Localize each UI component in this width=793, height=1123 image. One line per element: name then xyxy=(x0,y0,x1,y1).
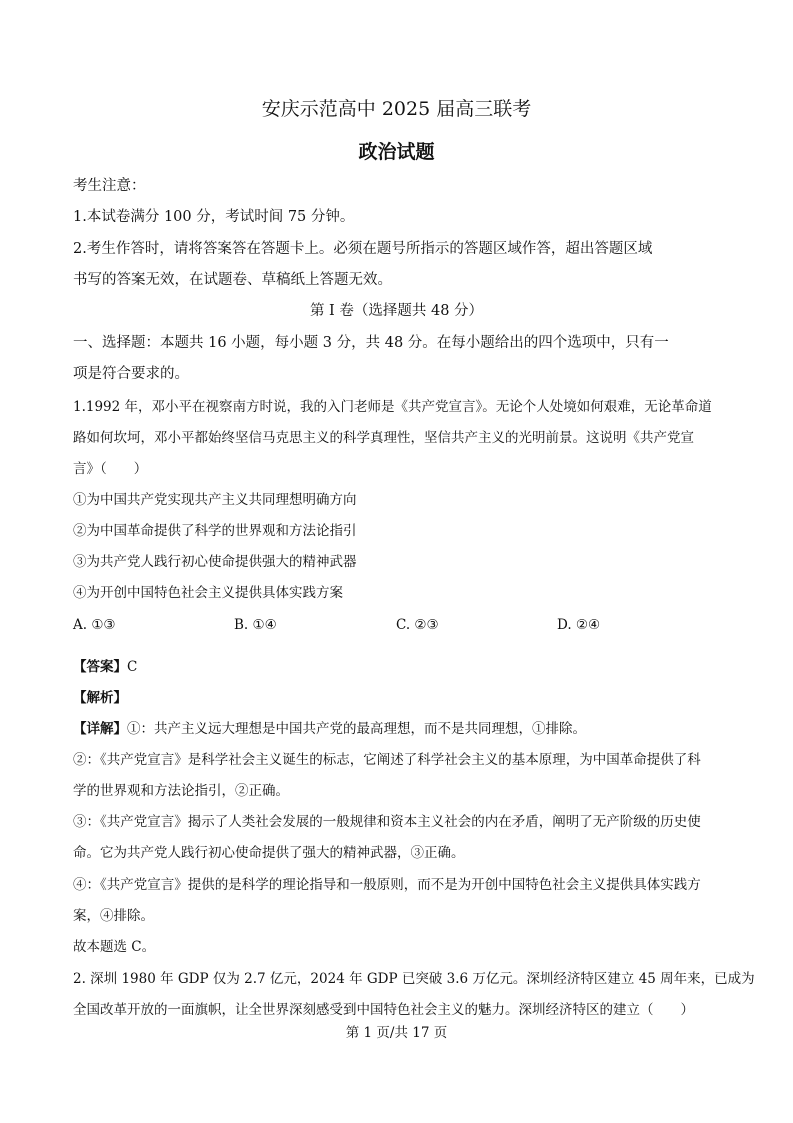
q1-detail-4-line-1: ④：《共产党宣言》提供的是科学的理论指导和一般原则，而不是为开创中国特色社会主义提供具体实践方 xyxy=(73,877,701,893)
page-footer: 第 1 页/共 17 页 xyxy=(345,1025,448,1041)
q1-option-d: D. ②④ xyxy=(557,617,601,633)
q1-detail-1 xyxy=(73,720,586,738)
detail-text: ①：共产主义远大理想是中国共产党的最高理想，而不是共同理想，①排除。 xyxy=(127,721,586,737)
q1-option-a: A. ①③ xyxy=(73,617,116,633)
document-subtitle: 政治试题 xyxy=(358,141,435,163)
answer-label: 【答案】 xyxy=(73,659,127,675)
q1-statement-1: ①为中国共产党实现共产主义共同理想明确方向 xyxy=(73,492,357,508)
document-title: 安庆示范高中 2025 届高三联考 xyxy=(261,98,532,120)
answer-value: C xyxy=(127,659,138,675)
detail-label: 【详解】 xyxy=(73,721,127,737)
q1-conclusion: 故本题选 C。 xyxy=(73,939,156,955)
q2-stem-line-1: 2. 深圳 1980 年 GDP 仅为 2.7 亿元，2024 年 GDP 已突破 3.6 万亿元。深圳经济特区建立 45 周年来，已成为 xyxy=(73,971,755,987)
q1-answer xyxy=(73,658,137,676)
q1-detail-3-line-2: 命。它为共产党人践行初心使命提供了强大的精神武器，③正确。 xyxy=(73,845,465,861)
q1-statement-4: ④为开创中国特色社会主义提供具体实践方案 xyxy=(73,585,343,601)
q1-detail-2-line-1: ②：《共产党宣言》是科学社会主义诞生的标志，它阐述了科学社会主义的基本原理，为中国革命提供了科 xyxy=(73,752,701,768)
notice-item-2-line-2: 书写的答案无效，在试题卷、草稿纸上答题无效。 xyxy=(73,272,392,288)
notice-heading: 考生注意： xyxy=(73,178,146,194)
section-title: 第 I 卷（选择题共 48 分） xyxy=(309,303,484,319)
section-intro-line-2: 项是符合要求的。 xyxy=(73,366,189,382)
q1-statement-3: ③为共产党人践行初心使命提供强大的精神武器 xyxy=(73,554,357,570)
q1-detail-4-line-2: 案，④排除。 xyxy=(73,908,154,924)
q1-option-c: C. ②③ xyxy=(396,617,439,633)
q2-stem-line-2: 全国改革开放的一面旗帜，让全世界深刻感受到中国特色社会主义的魅力。深圳经济特区的建立（ ） xyxy=(73,1002,694,1018)
q1-stem-line-3: 言》（ ） xyxy=(73,461,148,477)
q1-analysis-label: 【解析】 xyxy=(73,690,127,706)
section-intro-line-1: 一、选择题：本题共 16 小题，每小题 3 分，共 48 分。在每小题给出的四个选项中，只有一 xyxy=(73,335,669,351)
q1-statement-2: ②为中国革命提供了科学的世界观和方法论指引 xyxy=(73,523,357,539)
notice-item-1: 1.本试卷满分 100 分，考试时间 75 分钟。 xyxy=(73,209,355,225)
q1-stem-line-1: 1.1992 年，邓小平在视察南方时说，我的入门老师是《共产党宣言》。无论个人处境如何艰难，无论革命道 xyxy=(73,399,712,415)
q1-stem-line-2: 路如何坎坷，邓小平都始终坚信马克思主义的科学真理性，坚信共产主义的光明前景。这说明《共产党宣 xyxy=(73,430,694,446)
notice-item-2-line-1: 2.考生作答时，请将答案答在答题卡上。必须在题号所指示的答题区域作答，超出答题区域 xyxy=(73,241,653,257)
q1-detail-3-line-1: ③：《共产党宣言》揭示了人类社会发展的一般规律和资本主义社会的内在矛盾，阐明了无产阶级的历史使 xyxy=(73,814,701,830)
q1-detail-2-line-2: 学的世界观和方法论指引，②正确。 xyxy=(73,783,289,799)
q1-option-b: B. ①④ xyxy=(234,617,277,633)
